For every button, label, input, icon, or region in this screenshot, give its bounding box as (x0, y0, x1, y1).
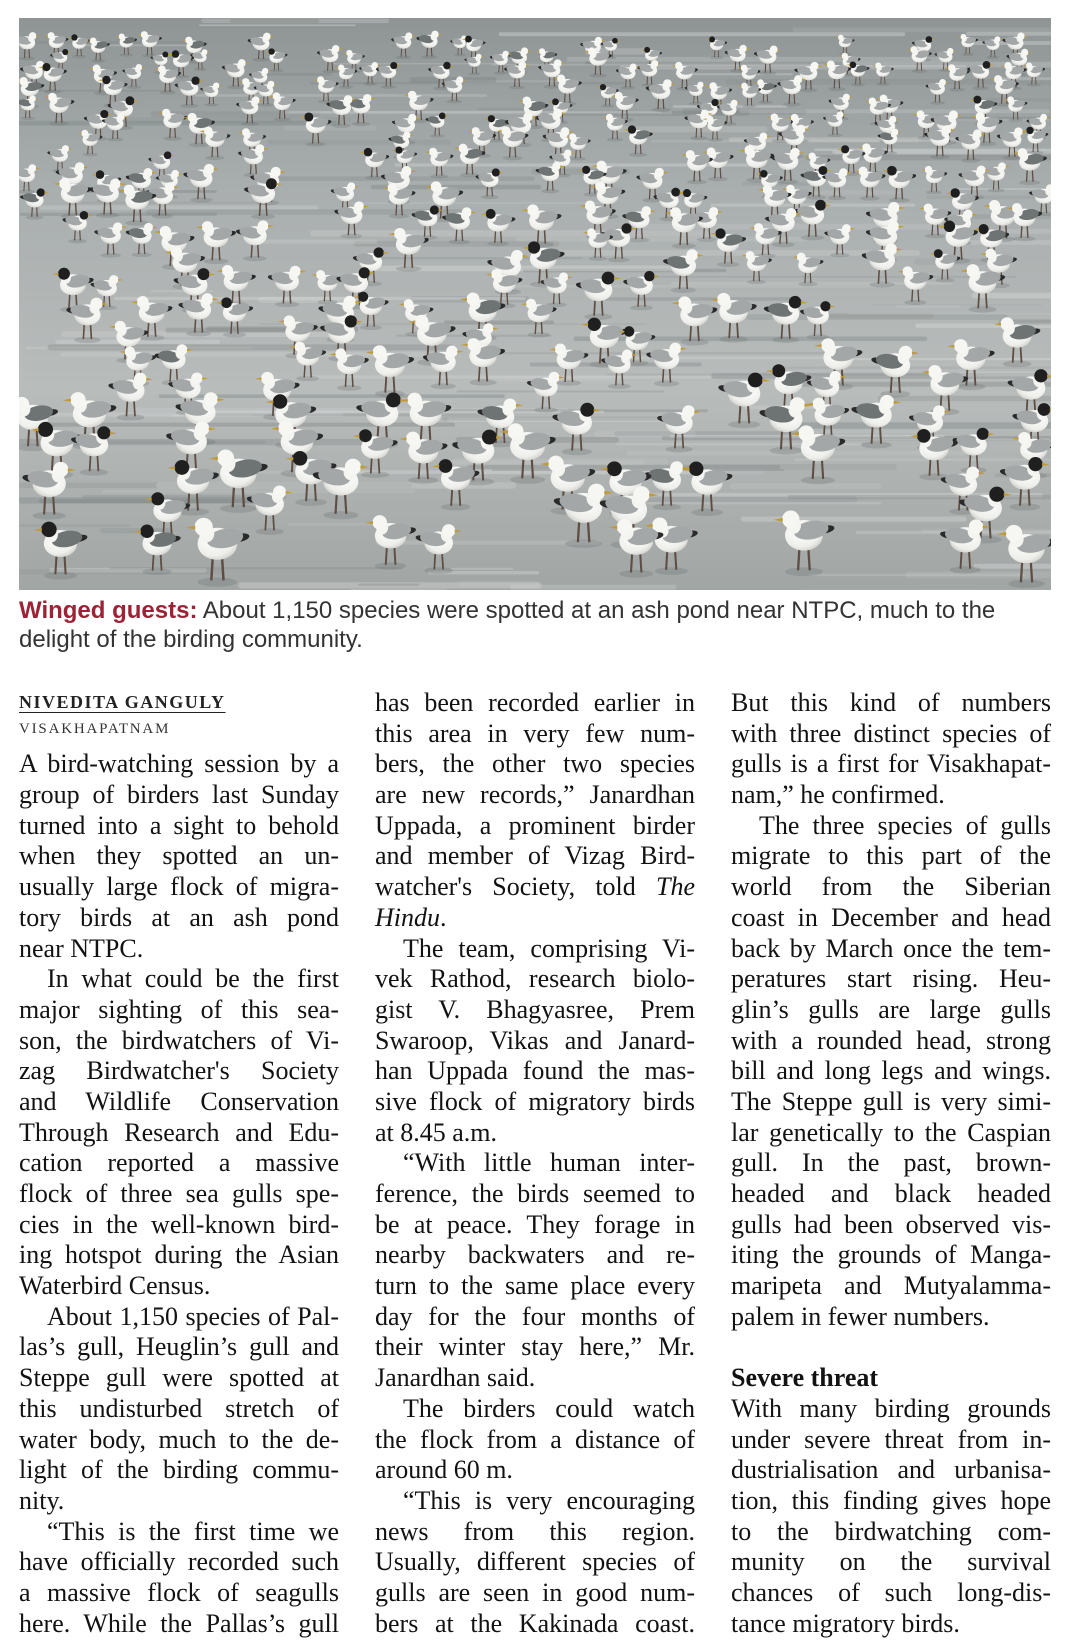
article-line: have officially recorded such (19, 1547, 339, 1577)
article-line: tion, this finding gives hope (731, 1485, 1051, 1515)
byline-author: NIVEDITA GANGULY (19, 692, 226, 712)
article-column-3 (731, 688, 1051, 1639)
article-line: back by March once the tem- (731, 933, 1051, 963)
caption-label: Winged guests: (19, 597, 198, 624)
article-line: gull. In the past, brown- (731, 1148, 1051, 1178)
article-line: with three distinct species of (731, 718, 1051, 748)
article-line: gulls had been observed vis- (731, 1209, 1051, 1239)
photo-caption (19, 596, 1051, 654)
article-line: usually large flock of migra- (19, 872, 339, 902)
article-line: group of birders last Sunday (19, 780, 339, 810)
article-line: Through Research and Edu- (19, 1117, 339, 1147)
caption-line-1 (19, 596, 1051, 625)
article-line: here. While the Pallas’s gull (19, 1608, 339, 1638)
text-run: watcher's Society, told (375, 872, 656, 902)
article-column-2 (375, 688, 695, 1639)
article-line: be at peace. They forage in (375, 1209, 695, 1239)
article-line: world from the Siberian (731, 872, 1051, 902)
article-line: Uppada, a prominent birder (375, 810, 695, 840)
article-line: cies in the well-known bird- (19, 1209, 339, 1239)
article-line: news from this region. (375, 1516, 695, 1546)
article-line: this undisturbed stretch of (19, 1393, 339, 1423)
article-line: munity on the survival (731, 1547, 1051, 1577)
article-line: light of the birding commu- (19, 1455, 339, 1485)
article-line: turned into a sight to behold (19, 810, 339, 840)
article-line: their winter stay here,” Mr. (375, 1332, 695, 1362)
article-line: under severe threat from in- (731, 1424, 1051, 1454)
article-line: nam,” he confirmed. (731, 780, 945, 810)
article-line: are new records,” Janardhan (375, 780, 695, 810)
article-line (375, 872, 695, 903)
article-line: But this kind of numbers (731, 688, 1051, 717)
article-line: In what could be the first (47, 964, 339, 994)
article-line: A bird-watching session by a (19, 749, 339, 779)
article-line: major sighting of this sea- (19, 994, 339, 1024)
subheading: Severe threat (731, 1363, 879, 1393)
article-line: ference, the birds seemed to (375, 1179, 695, 1208)
article-line: vek Rathod, research biolo- (375, 964, 695, 994)
article-line: palem in fewer numbers. (731, 1301, 990, 1331)
article-line: son, the birdwatchers of Vi- (19, 1025, 339, 1055)
article-line: nity. (19, 1485, 65, 1515)
article-line: “This is the first time we (47, 1516, 339, 1546)
article-line (375, 903, 695, 934)
article-line: bers at the Kakinada coast. (375, 1608, 695, 1638)
article-line: this area in very few num- (375, 718, 695, 748)
italic-title-text: The (656, 872, 695, 902)
article-line: The three species of gulls (759, 810, 1051, 840)
article-line: day for the four months of (375, 1301, 695, 1331)
article-line: The Steppe gull is very simi- (731, 1086, 1051, 1116)
article-line: bers, the other two species (375, 749, 695, 779)
article-column-1 (19, 749, 339, 1639)
caption-text: About 1,150 species were spotted at an ash pond near NTPC, much to the (202, 597, 996, 624)
caption-text-continued: delight of the birding community. (19, 626, 363, 653)
article-line: migrate to this part of the (731, 841, 1051, 871)
article-line: Waterbird Census. (19, 1271, 211, 1301)
article-line: the flock from a distance of (375, 1424, 695, 1454)
article-line: iting the grounds of Manga- (731, 1240, 1051, 1270)
article-line: turn to the same place every (375, 1271, 695, 1301)
italic-title-text: Hindu (375, 902, 440, 932)
article-line: With many birding grounds (731, 1393, 1051, 1423)
article-line: lar genetically to the Caspian (731, 1117, 1051, 1147)
article-line: gulls is a first for Visakhapat- (731, 749, 1051, 779)
article-line: “This is very encouraging (403, 1485, 695, 1515)
article-line: The team, comprising Vi- (403, 933, 695, 963)
article-line: and Wildlife Conservation (19, 1086, 339, 1116)
article-line: headed and black headed (731, 1179, 1051, 1208)
article-line: Steppe gull were spotted at (19, 1363, 339, 1393)
article-line: zag Birdwatcher's Society (19, 1056, 339, 1086)
article-line: About 1,150 species of Pal- (47, 1301, 339, 1331)
article-line: when they spotted an un- (19, 841, 339, 871)
article-line: maripeta and Mutyalamma- (731, 1271, 1051, 1301)
article-line: a massive flock of seagulls (19, 1577, 339, 1607)
article-line: gulls are seen in good num- (375, 1577, 695, 1607)
caption-line-2 (19, 625, 1051, 654)
news-photo (19, 18, 1051, 590)
article-line: coast in December and head (731, 902, 1051, 932)
text-run: . (440, 902, 447, 932)
article-line: Usually, different species of (375, 1547, 695, 1577)
article-line: near NTPC. (19, 933, 144, 963)
article-line: water body, much to the de- (19, 1424, 339, 1454)
article-line: around 60 m. (375, 1455, 513, 1485)
article-line: las’s gull, Heuglin’s gull and (19, 1332, 339, 1362)
article-line: to the birdwatching com- (731, 1516, 1051, 1546)
article-line: flock of three sea gulls spe- (19, 1179, 339, 1209)
article-line: gist V. Bhagyasree, Prem (375, 994, 695, 1024)
article-line: at 8.45 a.m. (375, 1117, 498, 1147)
article-line: sive flock of migratory birds (375, 1086, 695, 1116)
article-line: nearby backwaters and re- (375, 1240, 695, 1270)
article-line: “With little human inter- (403, 1148, 695, 1178)
article-line: cation reported a massive (19, 1148, 339, 1178)
article-line: han Uppada found the mas- (375, 1056, 695, 1086)
article-line: dustrialisation and urbanisa- (731, 1455, 1051, 1485)
article-line: Swaroop, Vikas and Janard- (375, 1025, 695, 1055)
article-line: glin’s gulls are large gulls (731, 994, 1051, 1024)
article-line: with a rounded head, strong (731, 1025, 1051, 1055)
dateline: VISAKHAPATNAM (19, 721, 171, 737)
article-line: chances of such long-dis- (731, 1577, 1051, 1607)
article-line: and member of Vizag Bird- (375, 841, 695, 871)
article-line: Janardhan said. (375, 1363, 536, 1393)
article-line: The birders could watch (403, 1393, 695, 1423)
article-line: peratures start rising. Heu- (731, 964, 1051, 994)
article-line: tory birds at an ash pond (19, 902, 339, 932)
article-line: ing hotspot during the Asian (19, 1240, 339, 1270)
article-line: tance migratory birds. (731, 1608, 960, 1638)
article-line: has been recorded earlier in (375, 688, 695, 717)
article-line: bill and long legs and wings. (731, 1056, 1051, 1086)
